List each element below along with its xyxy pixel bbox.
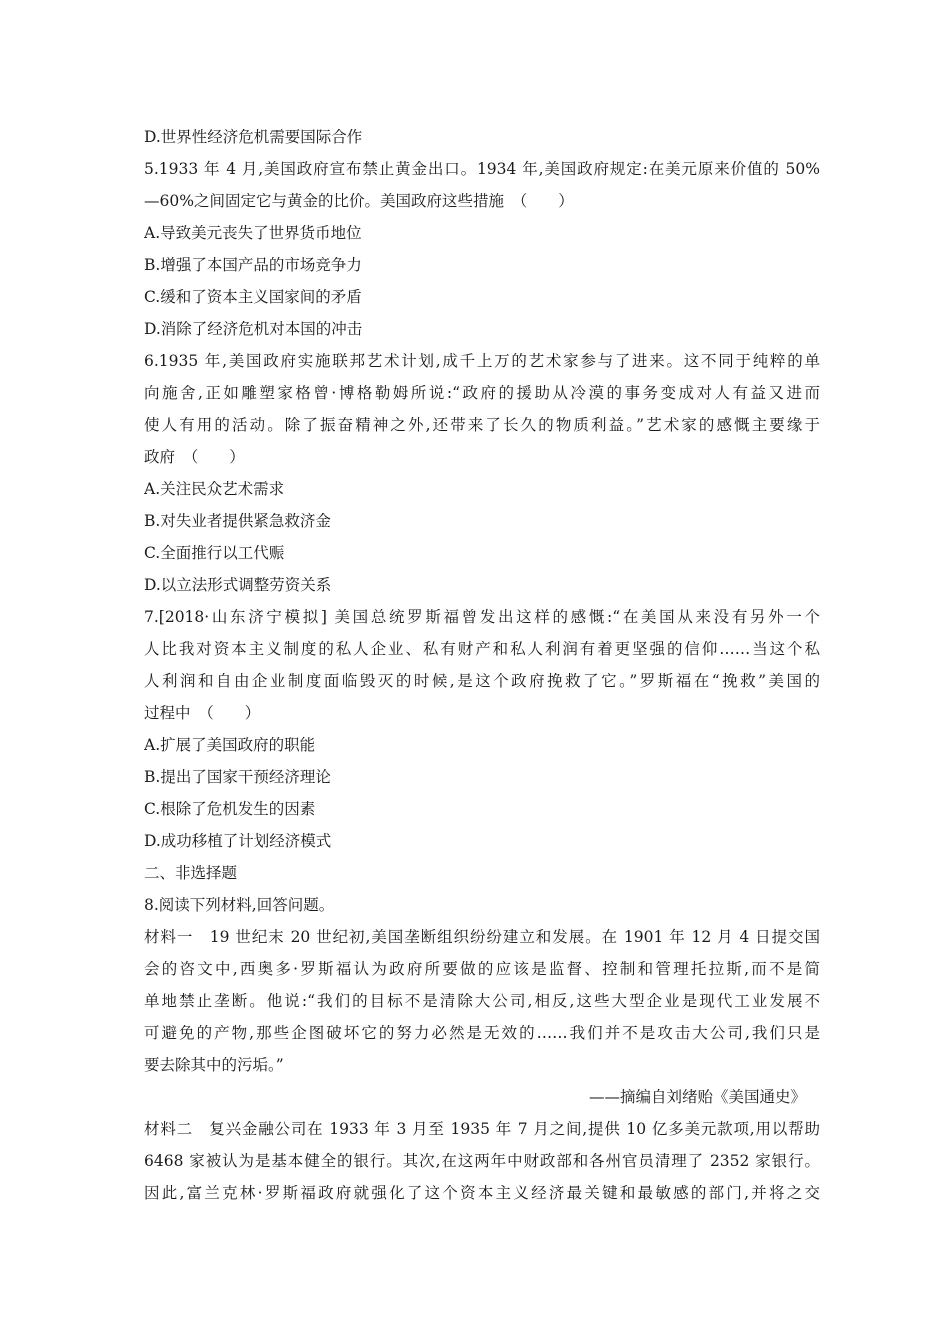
question-6-option-a: A.关注民众艺术需求 bbox=[144, 480, 285, 498]
question-6-option-c: C.全面推行以工代赈 bbox=[144, 544, 285, 562]
question-7-option-a: A.扩展了美国政府的职能 bbox=[144, 736, 316, 754]
question-7-option-d: D.成功移植了计划经济模式 bbox=[144, 832, 332, 850]
question-7-option-b: B.提出了国家干预经济理论 bbox=[144, 768, 331, 786]
material-1-text-end: 要去除其中的污垢。” bbox=[144, 1056, 284, 1074]
material-1-text-cont: 单地禁止垄断。他说:“我们的目标不是清除大公司,相反,这些大型企业是现代工业发展不 bbox=[144, 992, 820, 1010]
question-6-text-cont: 使人有用的活动。除了振奋精神之外,还带来了长久的物质利益。”艺术家的感慨主要缘于 bbox=[144, 416, 820, 434]
question-5-option-b: B.增强了本国产品的市场竞争力 bbox=[144, 256, 362, 274]
question-5-text: 5.1933 年 4 月,美国政府宣布禁止黄金出口。1934 年,美国政府规定:在美元原来价值的 50% bbox=[144, 160, 820, 178]
material-1-text: 材料一 19 世纪末 20 世纪初,美国垄断组织纷纷建立和发展。在 1901 年 12 月 4 日提交国 bbox=[144, 928, 820, 946]
option-d-line: D.世界性经济危机需要国际合作 bbox=[144, 128, 363, 146]
question-8-text: 8.阅读下列材料,回答问题。 bbox=[144, 896, 335, 914]
question-7-text-cont: 人利润和自由企业制度面临毁灭的时候,是这个政府挽救了它。”罗斯福在“挽救”美国的 bbox=[144, 672, 820, 690]
material-1-text-cont: 会的咨文中,西奥多·罗斯福认为政府所要做的应该是监督、控制和管理托拉斯,而不是简 bbox=[144, 960, 820, 978]
question-6-option-b: B.对失业者提供紧急救济金 bbox=[144, 512, 331, 530]
question-6-text-cont: 向施舍,正如雕塑家格曾·博格勒姆所说:“政府的援助从冷漠的事务变成对人有益又进而 bbox=[144, 384, 820, 402]
section-heading: 二、非选择题 bbox=[144, 864, 238, 882]
question-6-option-d: D.以立法形式调整劳资关系 bbox=[144, 576, 332, 594]
material-2-text: 材料二 复兴金融公司在 1933 年 3 月至 1935 年 7 月之间,提供 10 亿多美元款项,用以帮助 bbox=[144, 1120, 820, 1138]
question-7-text-end: 过程中 （ ） bbox=[144, 704, 261, 722]
document-body bbox=[144, 121, 820, 1209]
question-7-text: 7.[2018·山东济宁模拟] 美国总统罗斯福曾发出这样的感慨:“在美国从来没有另外一个 bbox=[144, 608, 820, 626]
material-2-text-cont: 因此,富兰克林·罗斯福政府就强化了这个资本主义经济最关键和最敏感的部门,并将之交 bbox=[144, 1184, 820, 1202]
question-5-option-d: D.消除了经济危机对本国的冲击 bbox=[144, 320, 363, 338]
question-5-text-cont: —60%之间固定它与黄金的比价。美国政府这些措施 （ ） bbox=[144, 192, 574, 210]
question-5-option-c: C.缓和了资本主义国家间的矛盾 bbox=[144, 288, 362, 306]
question-6-text-end: 政府 （ ） bbox=[144, 448, 245, 466]
question-5-option-a: A.导致美元丧失了世界货币地位 bbox=[144, 224, 362, 242]
material-1-source: ——摘编自刘绪贻《美国通史》 bbox=[588, 1088, 806, 1106]
question-7-option-c: C.根除了危机发生的因素 bbox=[144, 800, 316, 818]
material-2-text-cont: 6468 家被认为是基本健全的银行。其次,在这两年中财政部和各州官员清理了 2352 家银行。 bbox=[144, 1152, 820, 1170]
material-1-text-cont: 可避免的产物,那些企图破坏它的努力必然是无效的……我们并不是攻击大公司,我们只是 bbox=[144, 1024, 820, 1042]
question-7-text-cont: 人比我对资本主义制度的私人企业、私有财产和私人利润有着更坚强的信仰……当这个私 bbox=[144, 640, 820, 658]
question-6-text: 6.1935 年,美国政府实施联邦艺术计划,成千上万的艺术家参与了进来。这不同于纯粹的单 bbox=[144, 352, 820, 370]
